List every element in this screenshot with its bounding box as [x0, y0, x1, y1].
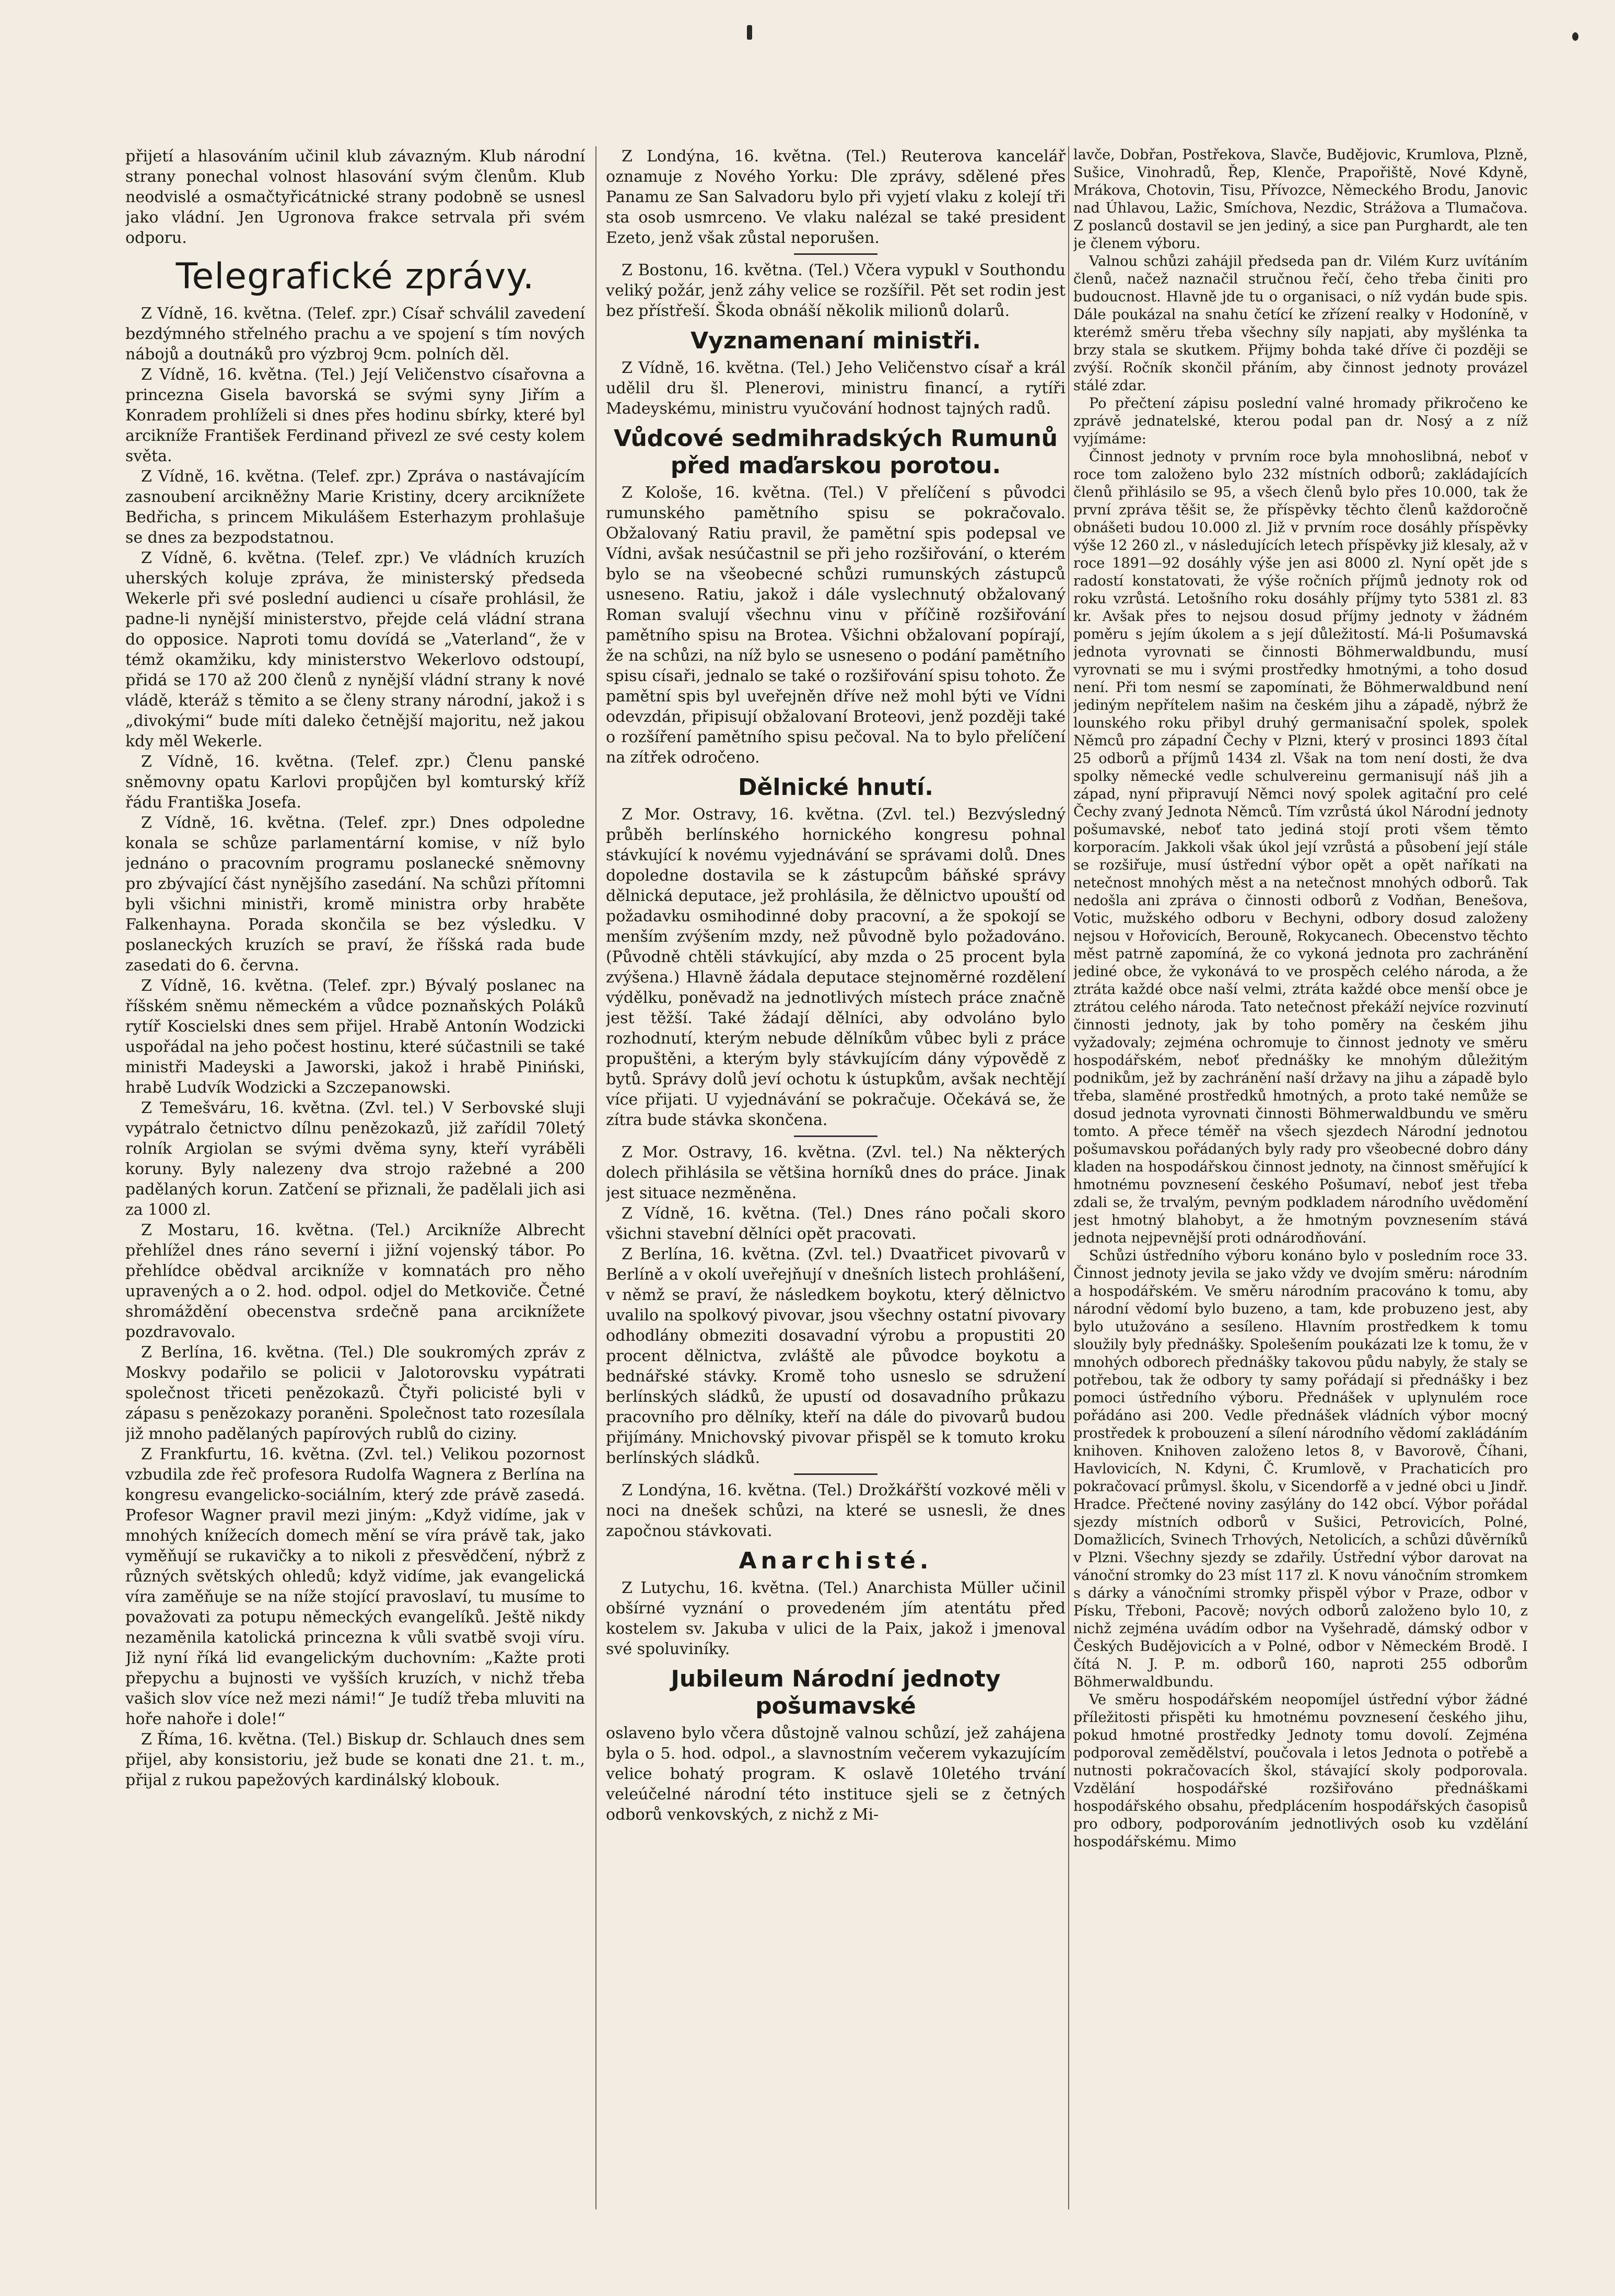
ink-spot — [747, 25, 752, 40]
paragraph: Ve směru hospodářském neopomíjel ústřední výbor žádné příležitosti přispěti ku hmotnému povznesení českého jihu, pokud hmotné prostředky Jednoty tomu dovolí. Zejména podporoval zemědělství, poučovala i letos Jednota o potřebě a nutnosti pokračovacích škol, stávající skoly podporovala. Vzdělání hospodářské rozšiřováno přednáškami hospodářského obsahu, předplácením hospodářských časopisů pro odbory, podporováním jednotlivých osob ku vzdělání hospodářskému. Mimo — [1073, 1692, 1528, 1850]
news-item: Z Vídně, 16. května. (Telef. zpr.) Císař schválil zavedení bezdýmného střelného prachu a ve spojení s tím nových nábojů a doutnáků pro výzbroj 9cm. polních děl. — [125, 304, 585, 364]
column-1 — [125, 146, 585, 2256]
news-item: Z Kološe, 16. května. (Tel.) V přelíčení s původci rumunského pamětního spisu se pokračovalo. Obžalovaný Ratiu pravil, že pamětní spis podepsal ve Vídni, avšak nesúčastnil se při jeho rozšiřování, o kterém bylo se na všeobecné schůzi rumunských zástupců usneseno. Ratiu, jakož i dále vyslechnutý obžalovaný Roman svalují všechnu vinu v příčině rozšiřování pamětního spisu na Brotea. Všichni obžalovaní popírají, že na schůzi, na níž bylo se usneseno o podání pamětního spisu císaři, jednalo se také o rozšiřování spisu tohoto. Že pamětní spis byl uveřejněn dříve než mohl býti ve Vídni odevzdán, připisují obžalovaní Broteovi, jenž později také o rozšíření pamětního spisu pečoval. Na to bylo přelíčení na zítřek odročeno. — [606, 484, 1066, 767]
news-item: Z Vídně, 16. května. (Telef. zpr.) Dnes odpoledne konala se schůze parlamentární komise, v níž bylo jednáno o pracovním programu poslanecké sněmovny pro zbývající část nynějšího zasedání. Na schůzi přítomni byli všichni ministři, kromě ministra orby hraběte Falkenhayna. Porada skončila se bez výsledku. V poslaneckých kruzích se praví, že říšská rada bude zasedati do 6. června. — [125, 814, 585, 975]
ink-spot — [1572, 32, 1578, 41]
news-item: Z Mor. Ostravy, 16. května. (Zvl. tel.) Bezvýsledný průběh berlínského hornického kongresu pohnal stávkující k novému vyjednávání se správami dolů. Dnes dopoledne dostavila se k zástupcům báňské správy dělnická deputace, jež prohlásila, že dělnictvo upouští od požadavku osmihodinné doby pracovní, a že spokojí se menším zvýšením mzdy, než původně bylo požadováno. (Původně chtěli stávkující, aby mzda o 25 procent byla zvýšena.) Hlavně žádala deputace stejnoměrné rozdělení výdělku, poněvadž na jednotlivých místech práce značně jest těžší. Také žádají dělníci, aby odvoláno bylo rozhodnutí, kterým nebude dělníkům vůbec byli z práce propuštěni, a kterým byly stávkujícím dány výpovědě z bytů. Správy dolů jeví ochotu k ústupkům, avšak nechtějí více přijati. U vyjednávání se pokračuje. Očekává se, že zítra bude stávka skončena. — [606, 805, 1066, 1129]
paragraph: Po přečtení zápisu poslední valné hromady přikročeno ke zprávě jednatelské, kterou podal pan dr. Nosý a z níž vyjímáme: — [1073, 395, 1528, 447]
news-item: Z Vídně, 16. května. (Tel.) Jeho Veličenstvo císař a král udělil dru šl. Plenerovi, ministru financí, a rytíři Madeyskému, ministru vyučování hodnost tajných radů. — [606, 359, 1066, 418]
column-rule — [1068, 146, 1069, 2209]
news-item: Z Frankfurtu, 16. května. (Zvl. tel.) Velikou pozornost vzbudila zde řeč profesora Rudolfa Wagnera z Berlína na kongresu evangelicko-sociálním, který zde právě zasedá. Profesor Wagner pravil mezi jiným: „Když vidíme, jak v mnohých knížecích domech mění se víra právě tak, jako vyměňují se rukavičky a to nikoli z přesvědčení, nýbrž z různých světských ohledů; když vidíme, jak evangelická víra zaměňuje se na níže stojící pravoslaví, tu musíme to považovati za potupu německých evangelíků. Ještě nikdy nezaměnila katolická princezna k vůli svatbě svoji víru. Již nyní říká lid evangelickým duchovním: „Kažte proti přepychu a bujnosti ve vyšších kruzích, v nichž třeba vašich slov více než mezi námi!“ Je tudíž třeba mluviti na hoře nahoře i dole!“ — [125, 1445, 585, 1728]
news-item: Z Vídně, 16. května. (Telef. zpr.) Zpráva o nastávajícím zasnoubení arcikněžny Marie Kristiny, dcery arciknížete Bedřicha, s princem Mikulášem Esterhazym prohlašuje se dnes za bezpodstatnou. — [125, 467, 585, 547]
news-item: Z Bostonu, 16. května. (Tel.) Včera vypukl v Southondu veliký požár, jenž záhy velice se rozšířil. Pět set rodin jest bez přístřeší. Škoda obnáší několik milionů dolarů. — [606, 261, 1066, 320]
news-item: Z Vídně, 16. května. (Telef. zpr.) Členu panské sněmovny opatu Karlovi propůjčen byl komturský kříž řádu Františka Josefa. — [125, 753, 585, 812]
column-3 — [1073, 146, 1528, 2256]
separator — [794, 1135, 877, 1137]
paragraph: Činnost jednoty v prvním roce byla mnohoslibná, neboť v roce tom založeno bylo 232 místních odborů; zakládajících členů přihlásilo se 95, a všech členů bylo přes 10.000, tak že první zpráva těšit se, že příspěvky těchto členů každoročně obnášeti budou 10.000 zl. Již v prvním roce dosáhly příspěvky výše 12 260 zl., v následujících letech příspěvky již klesaly, až v roce 1891—92 dosáhly výše jen asi 8000 zl. Nyní opět jde s radostí konstatovati, že výše ročních příjmů jednoty rok od roku vzrůstá. Letošního roku dosáhly příjmy tyto 5381 zl. 83 kr. Avšak přes to nejsou dosud příjmy jednoty v žádném poměru s jejím úkolem a s její důležitostí. Má-li Pošumavská jednota vyrovnati se činnosti Böhmerwaldbundu, musí vyrovnati se mu i svými prostředky hmotnými, a toho dosud není. Při tom nesmí se zapomínati, že Böhmerwaldbund není jediným nepřítelem našim na českém jihu a západě, nýbrž že lounského roku přibyl druhý germanisační spolek, spolek Němců pro západní Čechy v Plzni, který v prosinci 1893 čítal 25 odborů a příjmů 1434 zl. Však na tom není dosti, že dva spolky německé vedle schulvereinu germanisují náš jih a západ, nyní připravují Němci nový spolek agitační pro celé Čechy zvaný Jednota Němců. Tím vzrůstá úkol Národní jednoty pošumavské, neboť tato jediná stojí proti všem těmto korporacím. Jakkoli však úkol její vzrůstá a působení její stále se rozšiřuje, musí ústřední výbor opět a opět naříkati na netečnost mnohých měst a na netečnost mnohých odborů. Tak nedošla ani zpráva o činnosti odborů z Vodňan, Benešova, Votic, mužského odboru v Bechyni, odbory dosud založeny nejsou v Hořovicích, Berouně, Rokycanech. Obecenstvo těchto měst patrně zapomíná, že co vykoná jednota pro zachránění jediné obce, že vykonává to ve prospěch celého národa, a že ztráta každé obce naší velmi, ztráta každé obce menší obce je ztrátou celého národa. Tato netečnost překáží nejvíce rozvinutí činnosti jednoty, jak by toho poměry na českém jihu vyžadovaly; zejména ochromuje to činnost jednoty ve směru hospodářském, neboť přednášky ke mnohým důležitým podnikům, jež by zachránění naší državy na jihu a západě bylo třeba, slaměné prostředků hmotných, a proto také nemůže se dosud jednota vyrovnati činnosti Böhmerwaldbundu ve směru tomto. A přece téměř na všech sjezdech Národní jednotou pošumavskou pořádaných byly rady pro všeobecné dobro dány kladen na hospodářskou činnost jednoty, na činnost směřující k hmotnému povznesení českého Pošumaví, neboť jest třeba zdali se, že trvalým, pevným podkladem národního uvědomění jest hmotný blahobyt, a že hmotným povznesením stává jednota nejpevnější proti odnárodňování. — [1073, 449, 1528, 1246]
section-heading: Telegrafické zprávy. — [175, 256, 535, 297]
news-item: Z Londýna, 16. května. (Tel.) Reuterova kancelář oznamuje z Nového Yorku: Dle zprávy, sdělené přes Panamu ze San Salvadoru bylo při vyjetí vlaku z kolejí tři sta osob usmrceno. Ve vlaku nalézal se také president Ezeto, jenž však zůstal neporušen. — [606, 147, 1066, 247]
paragraph: Valnou schůzi zahájil předseda pan dr. Vilém Kurz uvítáním členů, načež naznačil stručnou řečí, čeho třeba činiti pro budoucnost. Hlavně jde tu o organisaci, o níž vydán bude spis. Dále poukázal na snahu četící ke zřízení realky v Hodoníně, v kterémž směru třeba všechny síly napjati, aby myšlénka ta brzy stala se skutkem. Přijmy bohda také dříve či později se zvýší. Ročník skončil přáním, aby činnost jednoty provázel stálé zdar. — [1073, 253, 1528, 394]
news-item: Z Mostaru, 16. května. (Tel.) Arcikníže Albrecht přehlížel dnes ráno severní i jižní vojenský tábor. Po přehlídce obědval arcikníže v komnatách pro něho upravených a o 2. hod. odpol. odjel do Metkoviče. Četné shromáždění obecenstva srdečně pana arciknížete pozdravovalo. — [125, 1221, 585, 1341]
article-heading: Dělnické hnutí. — [738, 774, 933, 801]
news-item: Z Říma, 16. května. (Tel.) Biskup dr. Schlauch dnes sem přijel, aby konsistoriu, jež bude se konati dne 21. t. m., přijal z rukou papežových kardinálský klobouk. — [125, 1730, 585, 1789]
column-rule — [595, 146, 596, 2209]
news-item: Z Temešváru, 16. května. (Zvl. tel.) V Serbovské sluji vypátralo četnictvo dílnu penězokazů, již zařídil 70letý rolník Argiolan se svými dvěma syny, kteří vyráběli koruny. Byly nalezeny dva strojo ražebné a 200 padělaných korun. Zatčení se přiznali, že padělali jich asi za 1000 zl. — [125, 1099, 585, 1219]
news-item: Z Mor. Ostravy, 16. května. (Zvl. tel.) Na některých dolech přihlásila se většina horníků dnes do práce. Jinak jest situace nezměněna. — [606, 1143, 1066, 1202]
column-2 — [606, 146, 1066, 2256]
news-item: Z Lutychu, 16. května. (Tel.) Anarchista Müller učinil obšírné vyznání o provedeném jím atentátu před kostelem sv. Jakuba v ulici de la Paix, jakož i jmenoval své spoluviníky. — [606, 1579, 1066, 1658]
article-continuation: lavče, Dobřan, Postřekova, Slavče, Budějovic, Krumlova, Plzně, Sušice, Vinohradů, Řep, Klenče, Prapořiště, Nové Kdyně, Mrákova, Chotovin, Tisu, Přívozce, Německého Brodu, Janovic nad Úhlavou, Lažic, Smíchova, Nezdic, Strážova a Tlumačova. Z poslanců dostavil se jen jediný, a sice pan Purghardt, ale ten je členem výboru. — [1073, 147, 1528, 252]
news-item: Z Berlína, 16. května. (Zvl. tel.) Dvaatřicet pivovarů v Berlíně a v okolí uveřejňují v dnešních listech prohlášení, v němž se praví, že následkem boykotu, který dělnictvo uvalilo na spolkový pivovar, jsou všechny ostatní pivovary odhodlány obmeziti dosavadní výrobu a propustiti 20 procent dělnictva, zvláště ale původce boykotu a bednářské stávky. Kromě toho usneslo se sdružení berlínských sládků, že upustí od dosavadního průkazu pracovního pro dělníky, kteří na dále do pivovarů budou přijímány. Mnichovský pivovar přispěl se k tomuto kroku berlínských sládků. — [606, 1245, 1066, 1467]
paragraph: Schůzi ústředního výboru konáno bylo v posledním roce 33. Činnost jednoty jevila se jako vždy ve dvojím směru: národním a hospodářském. Ve směru národním pracováno k tomu, aby národní vědomí bylo buzeno, a tam, kde probuzeno jest, aby bylo utužováno a sesíleno. Hlavním prostředkem k tomu sloužily byly přednášky. Spolešením poukázati lze k tomu, že v mnohých odborech přednášky takovou půdu nabyly, že staly se potřebou, tak že odbory ty samy pořádají si přednášky i bez pomoci ústředního výboru. Přednášek v uplynulém roce pořádáno asi 200. Vedle přednášek vládních výbor mocný prostředek k probouzení a sílení národního vědomí zakládáním knihoven. Knihoven založeno letos 8, v Bavorově, Číhani, Havlovicích, N. Kdyni, Č. Krumlově, v Prachaticích pro pokračovací průmysl. školu, v Sicendorfě a v jedné obci u Jindř. Hradce. Přečtené noviny zasýlány do 142 obcí. Výbor pořádal sjezdy místních odborů v Sušici, Petrovicích, Polné, Domažlicích, Svinech Trhových, Netolicích, a schůzi důvěrníků v Plzni. Všechny sjezdy se zdařily. Ústřední výbor darovat na vánoční stromky do 23 míst 117 zl. K novu vánočním stromkem s dárky a vánočními stromky přispěl výbor v Praze, odbor v Písku, Třeboni, Pacově; nových odborů založeno bylo 10, z nichž zejména uvádím odbor na Vyšehradě, dámský odbor v Českých Budějovicích a v Polné, odbor v Německém Brodě. I čítá N. J. P. m. odborů 160, naproti 255 odborům Böhmerwaldbundu. — [1073, 1248, 1528, 1690]
article-continuation: přijetí a hlasováním učinil klub závazným. Klub národní strany ponechal volnost hlasování svým členům. Klub neodvislé a osmačtyřicátnické strany podobně se usnesl jako vládní. Jen Ugronova frakce setrvala při svém odporu. — [125, 147, 585, 247]
news-item: Z Vídně, 6. května. (Telef. zpr.) Ve vládních kruzích uherských koluje zpráva, že ministerský předseda Wekerle při své poslední audienci u císaře prohlásil, že padne-li nynější ministerstvo, přejde celá vládní strana do opposice. Naproti tomu dovídá se „Vaterland“, že v témž okamžiku, kdy ministerstvo Wekerlovo odstoupí, přidá se 170 až 200 členů z nynější vládní strany k nové vládě, kteráž s těmito a se členy strany národní, jakož i s „divokými“ bude míti daleko četnější majoritu, než jakou kdy měl Wekerle. — [125, 549, 585, 751]
article-heading: Vůdcové sedmihradských Rumunů před maďarskou porotou. — [613, 425, 1058, 479]
article-heading: Vyznamenaní ministři. — [691, 327, 981, 354]
news-item: Z Vídně, 16. května. (Tel.) Její Veličenstvo císařovna a princezna Gisela bavorská se svými syny Jiřím a Konradem prohlíželi si dnes přes hodinu sbírky, které byl arcikníže František Ferdinand přivezl ze své cesty kolem světa. — [125, 366, 585, 465]
separator — [794, 253, 877, 255]
news-item: oslaveno bylo včera důstojně valnou schůzí, jež zahájena byla o 5. hod. odpol., a slavnostním večerem vykazujícím velice bohatý program. K oslavě 10letého trvání veleúčelné národní této instituce sjeli se z četných odborů venkovských, z nichž z Mi- — [606, 1724, 1066, 1824]
article-heading: Jubileum Národní jednoty pošumavské — [671, 1666, 1001, 1719]
news-item: Z Berlína, 16. května. (Tel.) Dle soukromých zpráv z Moskvy podařilo se policii v Jalotorovsku vypátrati společnost třiceti penězokazů. Čtyři policisté byli v zápasu s penězokazy poraněni. Společnost tato rozesílala již mnoho padělaných papírových rublů do ciziny. — [125, 1343, 585, 1443]
news-item: Z Vídně, 16. května. (Telef. zpr.) Bývalý poslanec na říšském sněmu německém a vůdce poznaňských Poláků rytíř Koscielski dnes sem přijel. Hrabě Antonín Wodzicki uspořádal na jeho počest hostinu, které súčastnili se také ministři Madeyski a Jaworski, jakož i hrabě Piniński, hrabě Ludvík Wodzicki a Szczepanowski. — [125, 977, 585, 1097]
news-item: Z Londýna, 16. května. (Tel.) Drožkářští vozkové měli v noci na dnešek schůzi, na které se usnesli, že dnes započnou stávkovati. — [606, 1481, 1066, 1540]
article-heading: Anarchisté. — [739, 1548, 933, 1574]
news-item: Z Vídně, 16. května. (Tel.) Dnes ráno počali skoro všichni stavební dělníci opět pracovati. — [606, 1204, 1066, 1243]
separator — [794, 1473, 877, 1475]
